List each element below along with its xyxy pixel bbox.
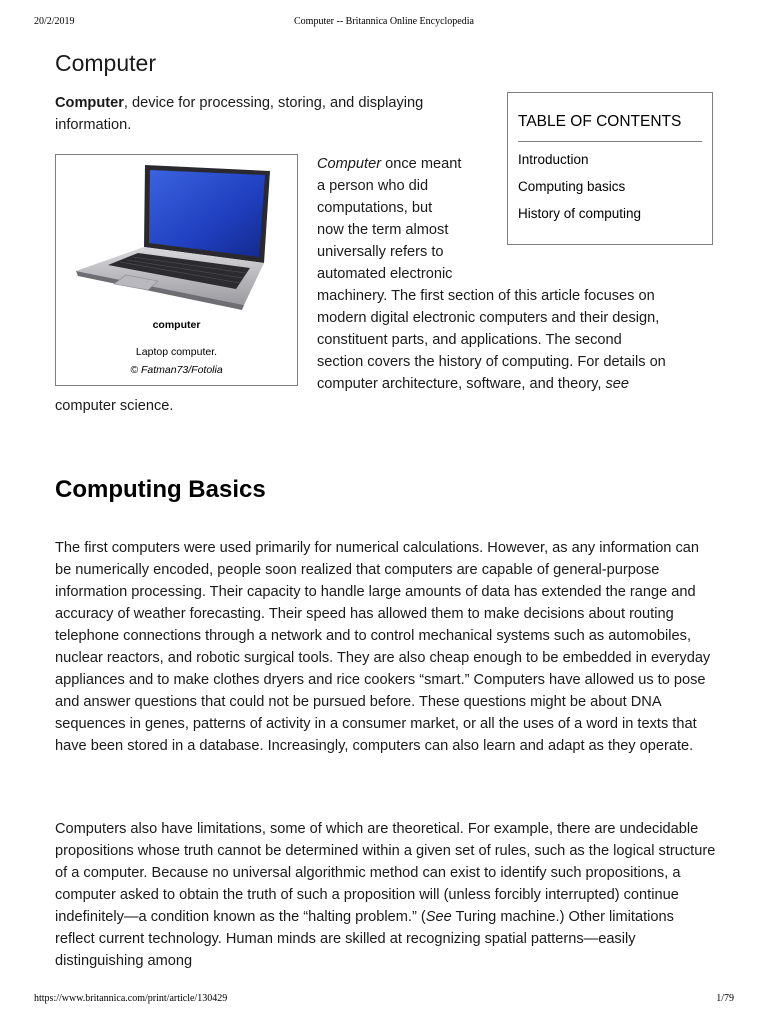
see-reference: see: [605, 376, 630, 392]
intro-term: Computer: [55, 95, 124, 111]
see-reference: See: [425, 909, 452, 925]
print-page-title: Computer -- Britannica Online Encyclopedia: [294, 16, 474, 27]
table-of-contents: [507, 92, 713, 245]
page-title: Computer: [55, 50, 156, 76]
intro-definition-text: , device for processing, storing, and displaying information.: [55, 95, 424, 133]
figure-caption-description: Laptop computer.: [135, 346, 218, 358]
print-url: https://www.britannica.com/print/article/130429: [34, 993, 228, 1004]
intro-paragraph-wide: [317, 285, 717, 395]
body-paragraph: Computers also have limitations, some of which are theoretical. For example, there are undecidable propositions whose truth cannot be determined within a given set of rules, such as the logical structure of a computer. Because no universal algorithmic method can exist to identify such propositions, a computer asked to obtain the truth of such a proposition will (unless forcibly interrupted) continue indefinitely—a condition known as the “halting problem.” (See Turing machine.) Other limitations reflect current technology. Human minds are skilled at recognizing spatial patterns—easily distinguishing among: [55, 821, 716, 969]
intro-lead-term: Computer: [317, 156, 382, 172]
intro-line: Computer once meant: [317, 156, 462, 172]
intro-line: computer architecture, software, and theory, see: [317, 376, 630, 392]
intro-line: now the term almost: [317, 222, 449, 238]
intro-line: automated electronic: [317, 266, 453, 282]
intro-line: computations, but: [317, 200, 433, 216]
intro-line: modern digital electronic computers and their design,: [317, 310, 660, 326]
article-figure: [55, 154, 298, 386]
figure-caption-credit: © Fatman73/Fotolia: [130, 364, 223, 376]
laptop-icon: [56, 155, 297, 313]
intro-line: section covers the history of computing. For details on: [317, 354, 666, 370]
intro-line: a person who did: [317, 178, 429, 194]
toc-link-computing-basics[interactable]: Computing basics: [518, 179, 626, 194]
toc-link-history-of-computing[interactable]: History of computing: [518, 206, 642, 221]
toc-heading: TABLE OF CONTENTS: [518, 113, 702, 142]
intro-tail-link[interactable]: computer science.: [55, 398, 174, 414]
figure-caption-title: computer: [152, 319, 201, 331]
print-date: 20/2/2019: [34, 16, 75, 27]
toc-link-introduction[interactable]: Introduction: [518, 152, 589, 167]
intro-paragraph-narrow: [317, 153, 487, 285]
intro-definition: [55, 92, 475, 136]
intro-line: machinery. The first section of this article focuses on: [317, 288, 655, 304]
intro-line: universally refers to: [317, 244, 444, 260]
intro-line: constituent parts, and applications. The second: [317, 332, 622, 348]
body-paragraph: The first computers were used primarily for numerical calculations. However, as any information can be numerically encoded, people soon realized that computers are capable of general-purpose information processing. Their capacity to handle large amounts of data has extended the range and accuracy of weather forecasting. Their speed has allowed them to make decisions about routing telephone connections through a network and to control mechanical systems such as automobiles, nuclear reactors, and robotic surgical tools. They are also cheap enough to be embedded in everyday appliances and to make clothes dryers and rice cookers “smart.” Computers have allowed us to pose and answer questions that could not be pursued before. These questions might be about DNA sequences in genes, patterns of activity in a consumer market, or all the uses of a word in texts that have been stored in a database. Increasingly, computers can also learn and adapt as they operate.: [55, 540, 711, 754]
page-number: 1/79: [716, 993, 734, 1004]
laptop-image[interactable]: [56, 155, 297, 313]
section-heading-computing-basics: Computing Basics: [55, 476, 266, 503]
